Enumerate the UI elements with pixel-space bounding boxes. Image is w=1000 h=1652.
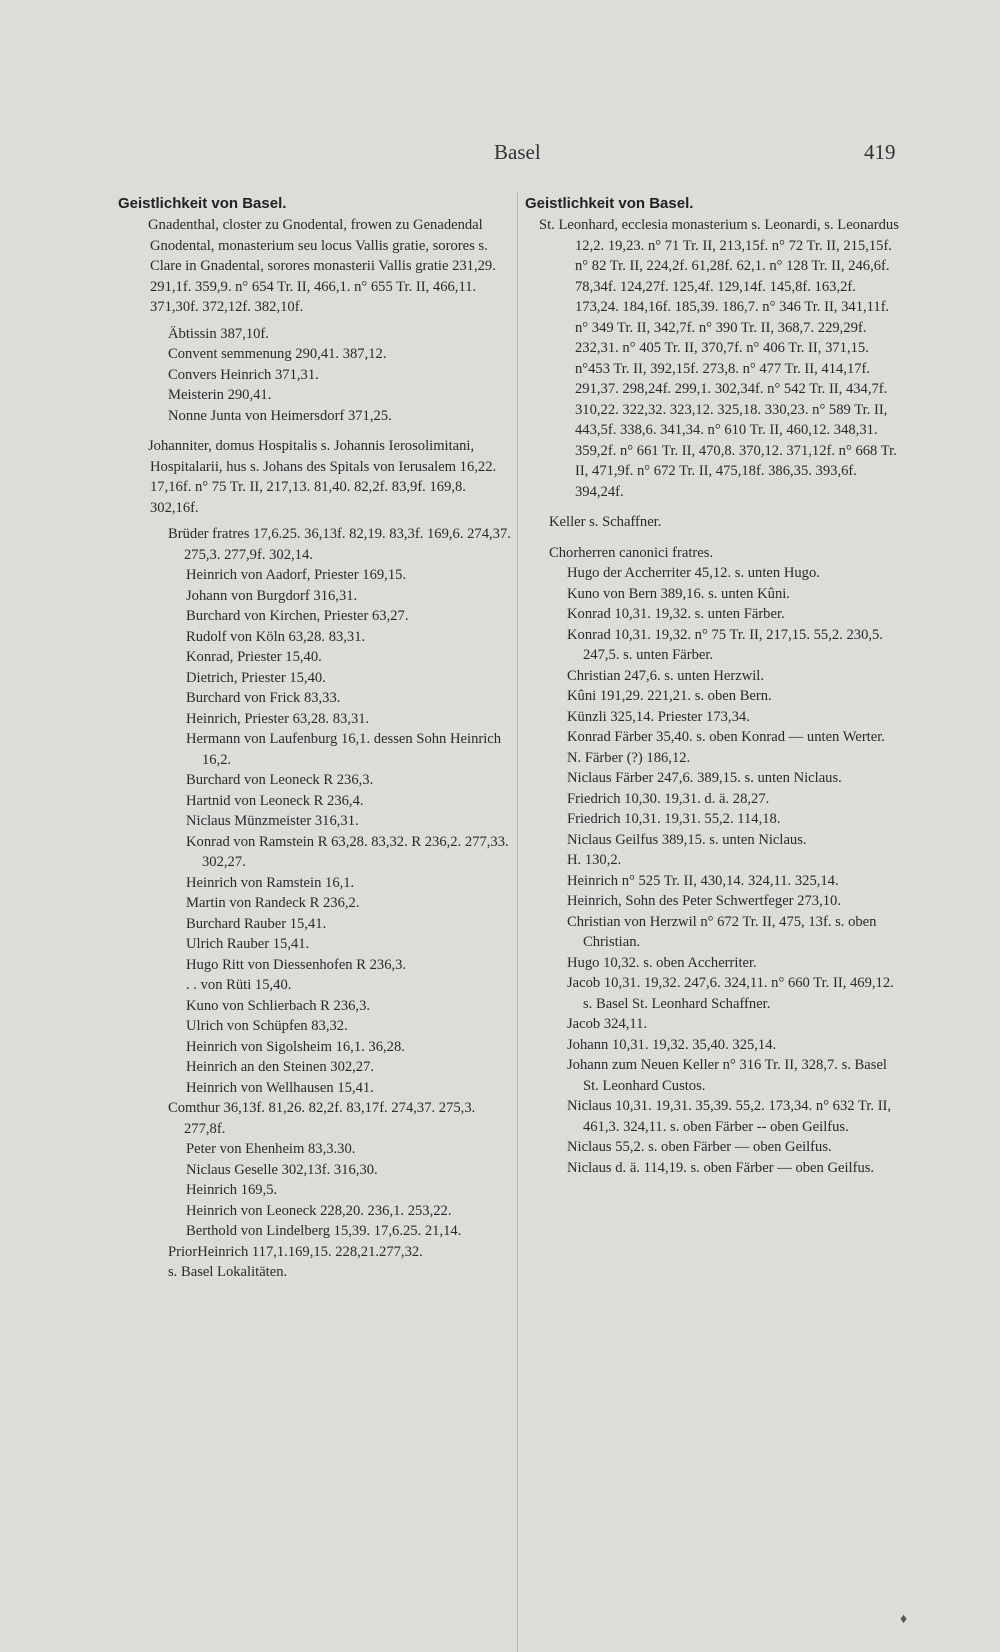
index-entry: Jacob 324,11. [567,1016,648,1032]
ornament-mark: ♦ [900,1612,908,1627]
index-entry: Niclaus 10,31. 19,31. 35,39. 55,2. 173,34. n° 632 Tr. II, 461,3. 324,11. s. oben Färber -- oben Geilfus. [567,1098,892,1135]
index-entry: Heinrich, Sohn des Peter Schwertfeger 273,10. [567,893,841,909]
index-entry: Heinrich an den Steinen 302,27. [186,1059,375,1075]
column-divider [517,192,518,1652]
index-entry: Heinrich n° 525 Tr. II, 430,14. 324,11. 325,14. [567,872,839,889]
index-entry: Johann 10,31. 19,32. 35,40. 325,14. [567,1036,777,1053]
index-entry: Konrad 10,31. 19,32. s. unten Färber. [567,606,785,622]
index-entry: H. 130,2. [567,852,622,868]
index-entry: Martin von Randeck R 236,2. [186,895,360,911]
index-entry: s. Basel Lokalitäten. [168,1264,288,1280]
index-entry: Burchard Rauber 15,41. [186,915,327,932]
index-entry: Christian von Herzwil n° 672 Tr. II, 475, 13f. s. oben Christian. [567,913,877,950]
left-column [118,193,513,1283]
index-entry: Nonne Junta von Heimersdorf 371,25. [168,407,392,424]
index-entry: Hermann von Laufenburg 16,1. dessen Sohn Heinrich 16,2. [186,731,502,768]
index-entry: Keller s. Schaffner. [549,514,662,530]
index-entry: Burchard von Kirchen, Priester 63,27. [186,608,409,624]
index-entry: Peter von Ehenheim 83,3.30. [186,1141,356,1157]
index-entry: Hartnid von Leoneck R 236,4. [186,792,364,809]
page-number: 419 [864,140,896,164]
index-entry: Rudolf von Köln 63,28. 83,31. [186,628,366,645]
running-head-title: Basel [494,140,541,164]
index-entry: Heinrich, Priester 63,28. 83,31. [186,710,370,727]
index-entry: Meisterin 290,41. [168,387,272,403]
index-entry: Künzli 325,14. Priester 173,34. [567,708,750,725]
index-entry: Heinrich von Aadorf, Priester 169,15. [186,567,407,583]
index-entry: Gnadenthal, closter zu Gnodental, frowen zu Genadendal Gnodental, monasterium seu locus Vallis gratie, sorores s. Clare in Gnadental, sorores monasterii Vallis gratie 231,29. 291,1f. 359,9. n° 654 Tr. II, 466,1. n° 655 Tr. II, 466,11. 371,30f. 372,12f. 382,10f. [148,217,496,315]
index-entry: Ulrich Rauber 15,41. [186,936,310,952]
index-entry: N. Färber (?) 186,12. [567,749,691,766]
index-entry: Burchard von Frick 83,33. [186,690,341,706]
right-column [525,193,900,1178]
index-entry: Kûni 191,29. 221,21. s. oben Bern. [567,688,772,704]
index-entry: PriorHeinrich 117,1.169,15. 228,21.277,32. [168,1243,423,1260]
index-entry: Jacob 10,31. 19,32. 247,6. 324,11. n° 660 Tr. II, 469,12. s. Basel St. Leonhard Schaffner. [567,975,894,1012]
index-entry: Niclaus Färber 247,6. 389,15. s. unten Niclaus. [567,770,842,786]
index-entry: Konrad Färber 35,40. s. oben Konrad — unten Werter. [567,729,885,745]
index-entry: Kuno von Bern 389,16. s. unten Kûni. [567,585,790,602]
index-entry: Heinrich von Ramstein 16,1. [186,874,355,891]
index-entry: Brüder fratres 17,6.25. 36,13f. 82,19. 83,3f. 169,6. 274,37. 275,3. 277,9f. 302,14. [168,526,511,563]
index-entry: Johann von Burgdorf 316,31. [186,587,358,604]
index-entry: Comthur 36,13f. 81,26. 82,2f. 83,17f. 274,37. 275,3. 277,8f. [168,1100,476,1137]
index-entry: Hugo der Accherriter 45,12. s. unten Hugo. [567,565,820,581]
index-entry: Johann zum Neuen Keller n° 316 Tr. II, 328,7. s. Basel St. Leonhard Custos. [567,1057,887,1094]
index-entry: Äbtissin 387,10f. [168,325,269,342]
index-entry: Niclaus Münzmeister 316,31. [186,813,359,829]
index-entry: Friedrich 10,30. 19,31. d. ä. 28,27. [567,790,770,807]
running-head [0,140,1000,170]
index-entry: Burchard von Leoneck R 236,3. [186,772,374,788]
index-entry: Johanniter, domus Hospitalis s. Johannis Ierosolimitani, Hospitalarii, hus s. Johans des Spitals von Ierusalem 16,22. 17,16f. n° 75 Tr. II, 217,13. 81,40. 82,2f. 83,9f. 169,8. 302,16f. [148,438,497,516]
index-entry: Niclaus 55,2. s. oben Färber — oben Geilfus. [567,1139,832,1155]
index-entry: Chorherren canonici fratres. [549,544,714,561]
index-entry: Heinrich 169,5. [186,1182,278,1198]
index-entry: Christian 247,6. s. unten Herzwil. [567,667,764,684]
index-entry: Heinrich von Sigolsheim 16,1. 36,28. [186,1038,405,1055]
index-entry: Convers Heinrich 371,31. [168,366,319,383]
section-heading: Geistlichkeit von Basel. [525,195,694,212]
index-entry: Dietrich, Priester 15,40. [186,669,326,686]
index-entry: Convent semmenung 290,41. 387,12. [168,346,387,362]
index-entry: . . von Rüti 15,40. [186,977,292,993]
index-entry: Heinrich von Wellhausen 15,41. [186,1079,374,1096]
index-entry: Hugo Ritt von Diessenhofen R 236,3. [186,956,407,973]
index-entry: Niclaus d. ä. 114,19. s. oben Färber — oben Geilfus. [567,1159,875,1176]
index-entry: Konrad von Ramstein R 63,28. 83,32. R 236,2. 277,33. 302,27. [186,833,509,870]
index-entry: Kuno von Schlierbach R 236,3. [186,997,371,1014]
section-heading: Geistlichkeit von Basel. [118,195,287,212]
index-entry: Ulrich von Schüpfen 83,32. [186,1018,348,1034]
index-entry: Niclaus Geilfus 389,15. s. unten Niclaus. [567,831,807,848]
index-entry: Konrad 10,31. 19,32. n° 75 Tr. II, 217,15. 55,2. 230,5. 247,5. s. unten Färber. [567,626,883,663]
index-entry: Heinrich von Leoneck 228,20. 236,1. 253,22. [186,1202,452,1219]
index-entry: Konrad, Priester 15,40. [186,649,322,665]
index-entry: Berthold von Lindelberg 15,39. 17,6.25. 21,14. [186,1223,462,1239]
index-entry: St. Leonhard, ecclesia monasterium s. Leonardi, s. Leonardus 12,2. 19,23. n° 71 Tr. II, 213,15f. n° 72 Tr. II, 215,15f. n° 82 Tr. II, 224,2f. 61,28f. 62,1. n° 128 Tr. II, 246,6f. 78,34f. 124,27f. 125,4f. 129,14f. 145,8f. 163,2f. 173,24. 184,16f. 185,39. 186,7. n° 346 Tr. II, 341,11f. n° 349 Tr. II, 342,7f. n° 390 Tr. II, 368,7. 229,29f. 232,31. n° 405 Tr. II, 370,7f. n° 406 Tr. II, 371,15. n°453 Tr. II, 392,15f. 273,8. n° 477 Tr. II, 414,17f. 291,37. 298,24f. 299,1. 302,34f. n° 542 Tr. II, 434,7f. 310,22. 322,32. 323,12. 325,18. 330,23. n° 589 Tr. II, 443,5f. 338,6. 341,34. n° 610 Tr. II, 460,12. 348,31. 359,2f. n° 661 Tr. II, 470,8. 370,12. 371,12f. n° 668 Tr. II, 471,9f. n° 672 Tr. II, 475,18f. 386,35. 393,6f. 394,24f. [539,217,899,500]
index-entry: Niclaus Geselle 302,13f. 316,30. [186,1161,378,1178]
index-entry: Hugo 10,32. s. oben Accherriter. [567,954,757,971]
index-entry: Friedrich 10,31. 19,31. 55,2. 114,18. [567,811,781,827]
